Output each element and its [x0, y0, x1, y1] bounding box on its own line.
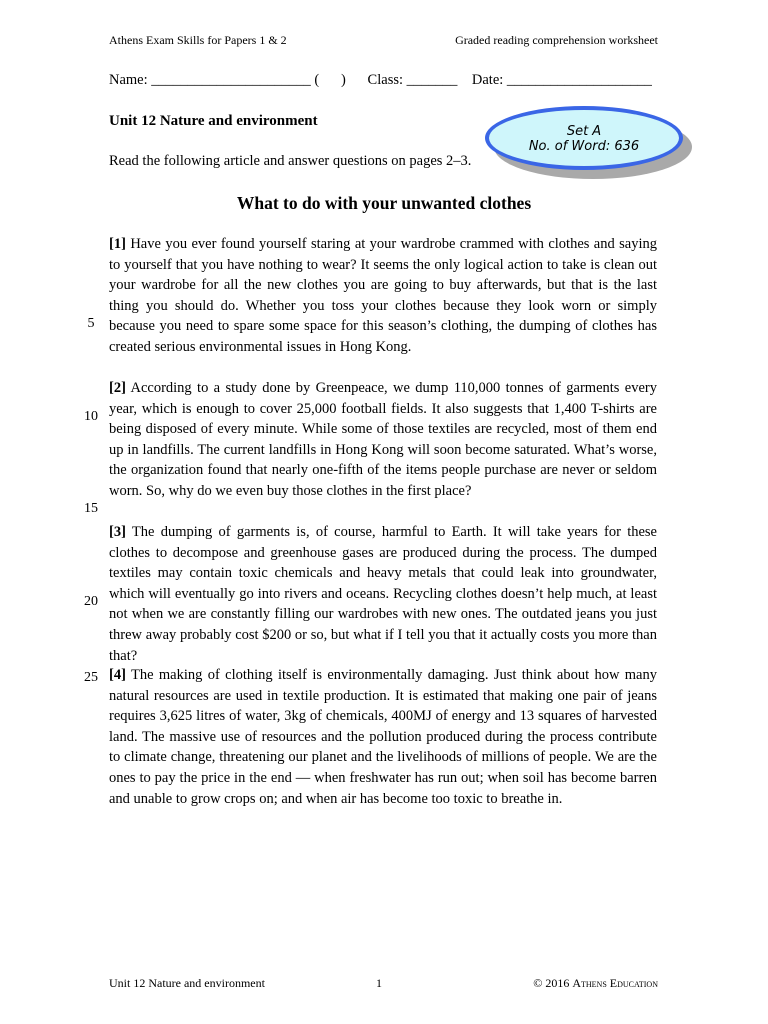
line-number: 25 — [84, 670, 98, 685]
paragraph-2 — [109, 378, 657, 502]
footer-copyright — [533, 976, 658, 991]
paragraph-text: The dumping of garments is, of course, harmful to Earth. It will take years for these clothes to decompose and greenhouse gases are produced during the process. The dumped textiles may contain toxic chemicals and heavy metals that could leak into groundwater, which will eventually go into rivers and oceans. Recycling clothes doesn’t help much, at least not when we are constantly filling our wardrobes with new ones. The outdated jeans you just threw away probably cost $200 or so, but what if I tell you that it actually costs you more than that? — [109, 524, 657, 664]
instructions: Read the following article and answer questions on pages 2–3. — [109, 153, 472, 169]
line-number: 5 — [87, 316, 95, 331]
paragraph-text: Have you ever found yourself staring at your wardrobe crammed with clothes and saying to yourself that you have nothing to wear? It seems the only logical action to take is clean out your wardrobe for all the new clothes you are going to buy afterwards, but that is the last thing you should do. Whether you toss your clothes because they look worn or simply because you need to spare some space for this season’s clothing, the dumping of clothes has created serious environmental issues in Hong Kong. — [109, 236, 657, 355]
paragraph-text: According to a study done by Greenpeace, we dump 110,000 tonnes of garments every year, which is enough to cover 25,000 football fields. It also suggests that 1,400 T-shirts are being disposed of every minute. While some of those textiles are recycled, most of them end up in landfills. The current landfills in Hong Kong will soon become saturated. What’s worse, the organization found that nearly one-fifth of the items people purchase are never or seldom worn. So, why do we even buy those clothes in the first place? — [109, 380, 657, 499]
paragraph-number: [2] — [109, 380, 126, 396]
header-right: Graded reading comprehension worksheet — [455, 33, 658, 47]
paragraph-number: [4] — [109, 667, 126, 683]
paragraph-1 — [109, 234, 657, 358]
footer-unit: Unit 12 Nature and environment — [109, 976, 265, 990]
badge-set: Set A — [566, 124, 602, 139]
article-title: What to do with your unwanted clothes — [236, 193, 532, 213]
line-number: 15 — [84, 501, 98, 516]
publisher-name: Athens Education — [572, 976, 658, 990]
header-left: Athens Exam Skills for Papers 1 & 2 — [109, 33, 287, 47]
set-badge — [485, 106, 683, 170]
line-number: 10 — [84, 409, 98, 424]
paragraph-3 — [109, 522, 657, 666]
badge-word-count: No. of Word: 636 — [528, 139, 640, 154]
unit-title: Unit 12 Nature and environment — [109, 113, 318, 129]
paragraph-number: [1] — [109, 236, 126, 252]
page-number: 1 — [376, 976, 382, 990]
paragraph-number: [3] — [109, 524, 126, 540]
copyright-prefix: © 2016 — [533, 976, 573, 990]
line-number: 20 — [84, 594, 98, 609]
paragraph-4 — [109, 665, 657, 809]
paragraph-text: The making of clothing itself is environmentally damaging. Just think about how many natural resources are used in textile production. It is estimated that making one pair of jeans requires 3,625 litres of water, 3kg of chemicals, 400MJ of energy and 13 squares of harvested land. The massive use of resources and the pollution produced during the process contribute to climate change, threatening our planet and the livelihoods of millions of people. We are the ones to pay the price in the end — when freshwater has run out; when soil has become barren and unable to grow crops on; and when air has become too toxic to breathe in. — [109, 667, 657, 807]
name-class-date-line: Name: ______________________ ( ) Class: _______ Date: ____________________ — [109, 72, 652, 88]
